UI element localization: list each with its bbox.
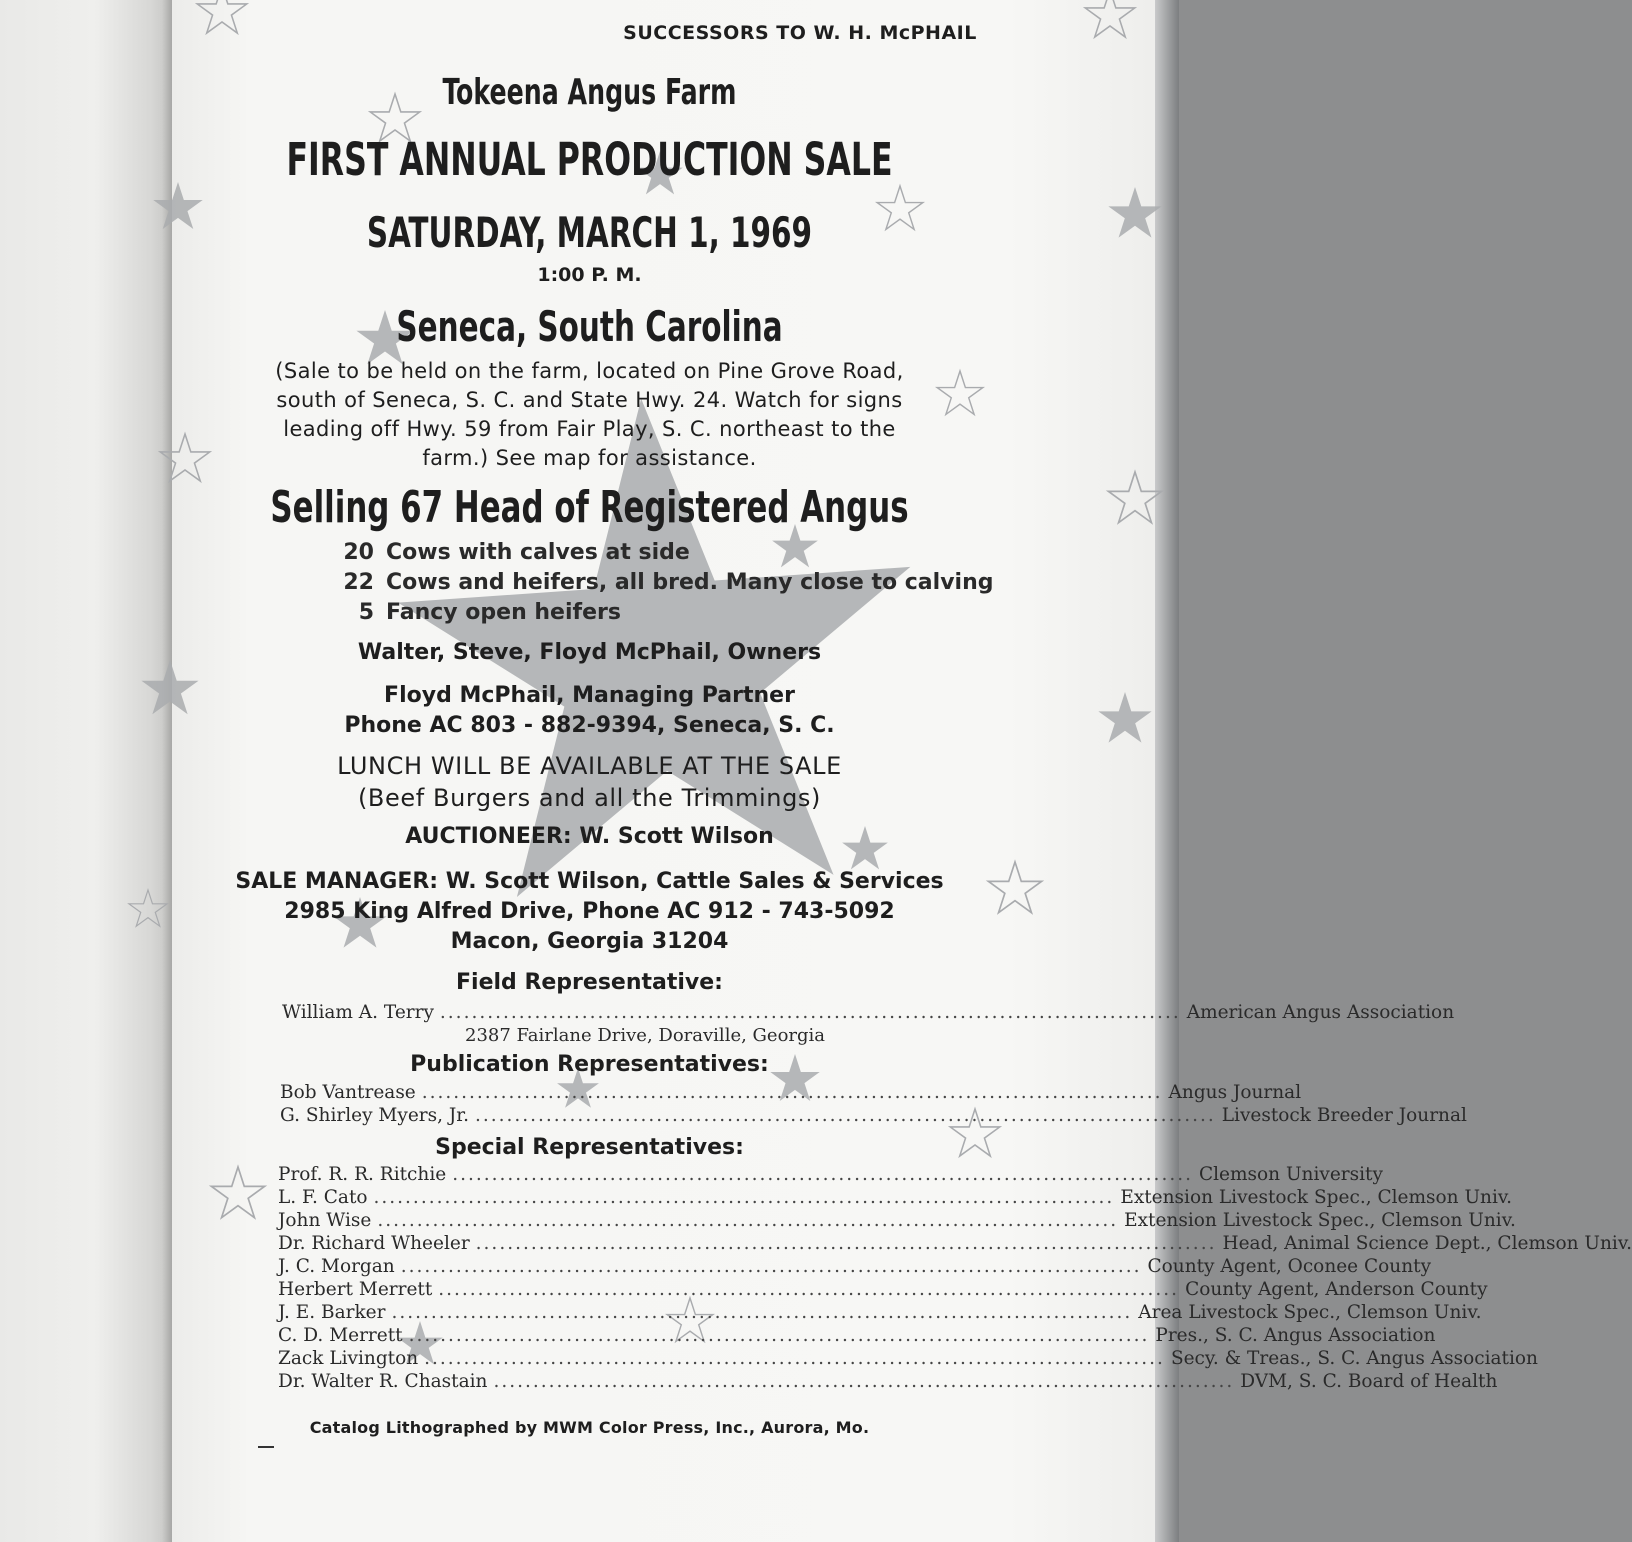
rep-name: Zack Livington [278,1348,419,1369]
rep-title: Angus Journal [1168,1082,1302,1103]
rep-title: DVM, S. C. Board of Health [1240,1371,1498,1392]
farm-name: Tokeena Angus Farm [442,72,737,113]
rep-title: Livestock Breeder Journal [1221,1105,1467,1126]
leader-dots: .............................................................................................. [424,1348,1165,1369]
field-rep-row [282,1002,1455,1023]
rep-name: Bob Vantrease [280,1082,416,1103]
table-row [278,1164,1383,1185]
table-row [278,1302,1482,1323]
directions-line: (Sale to be held on the farm, located on Pine Grove Road, [275,359,904,383]
rep-title: County Agent, Oconee County [1147,1256,1432,1277]
manager-address: 2985 King Alfred Drive, Phone AC 912 - 743-5092 [284,899,895,924]
leader-dots: .............................................................................................. [373,1187,1115,1208]
star-icon [1108,187,1161,238]
rep-name: C. D. Merrett [278,1325,403,1346]
offering-headline: Selling 67 Head of Registered Angus [270,482,909,533]
table-row [278,1325,1436,1346]
print-mark [258,1446,274,1448]
rep-name: J. E. Barker [278,1302,386,1323]
rep-name: Dr. Richard Wheeler [278,1233,470,1254]
list-item [330,568,993,598]
directions-line: south of Seneca, S. C. and State Hwy. 24. Watch for signs [276,388,903,412]
printer-credit: Catalog Lithographed by MWM Color Press, Inc., Aurora, Mo. [309,1418,870,1437]
offering-text: Fancy open heifers [386,600,621,625]
rep-name: L. F. Cato [278,1187,368,1208]
leader-dots: .............................................................................................. [391,1302,1133,1323]
rep-name: G. Shirley Myers, Jr. [280,1105,469,1126]
outline-star-icon [1085,0,1134,37]
table-row [280,1105,1467,1126]
leader-dots: .............................................................................................. [408,1325,1150,1346]
lunch-detail: (Beef Burgers and all the Trimmings) [357,784,822,812]
rep-name: Prof. R. R. Ritchie [278,1164,447,1185]
table-row [278,1279,1488,1300]
rep-name: John Wise [278,1210,372,1231]
leader-dots: .............................................................................................. [475,1233,1217,1254]
rep-title: County Agent, Anderson County [1185,1279,1488,1300]
table-row [278,1210,1516,1231]
rep-title: Clemson University [1198,1164,1383,1185]
offering-list [330,538,993,628]
list-item [330,598,993,628]
leader-dots: .............................................................................................. [439,1002,1181,1023]
leader-dots: .............................................................................................. [377,1210,1119,1231]
rep-title: Pres., S. C. Angus Association [1155,1325,1436,1346]
leader-dots: .............................................................................................. [438,1279,1180,1300]
table-row [280,1082,1302,1103]
table-row [278,1187,1513,1208]
directions-line: leading off Hwy. 59 from Fair Play, S. C. northeast to the [283,417,896,441]
outline-star-icon [197,0,246,33]
manager-city: Macon, Georgia 31204 [450,929,729,954]
offering-count: 5 [358,600,374,625]
publication-rep-heading: Publication Representatives: [410,1052,769,1077]
rep-title: American Angus Association [1186,1002,1455,1023]
rep-title: Extension Livestock Spec., Clemson Univ. [1120,1187,1513,1208]
owners: Walter, Steve, Floyd McPhail, Owners [357,640,822,665]
manager-name: SALE MANAGER: W. Scott Wilson, Cattle Sales & Services [235,869,944,894]
leader-dots: .............................................................................................. [400,1256,1142,1277]
lunch-notice [0,750,1179,814]
leader-dots: .............................................................................................. [493,1371,1235,1392]
directions [0,357,1179,473]
table-row [278,1256,1432,1277]
rep-title: Secy. & Treas., S. C. Angus Association [1170,1348,1538,1369]
sale-date: SATURDAY, MARCH 1, 1969 [366,208,813,257]
directions-line: farm.) See map for assistance. [422,446,757,470]
sale-time: 1:00 P. M. [537,264,642,286]
field-rep-address: 2387 Fairlane Drive, Doraville, Georgia [465,1025,826,1046]
rep-title: Area Livestock Spec., Clemson Univ. [1138,1302,1482,1323]
rep-name: J. C. Morgan [278,1256,395,1277]
table-row [278,1371,1498,1392]
offering-count: 22 [343,570,374,595]
list-item [330,538,993,568]
lunch-heading: LUNCH WILL BE AVAILABLE AT THE SALE [337,752,842,780]
offering-count: 20 [343,540,374,565]
table-row [278,1233,1632,1254]
rep-title: Extension Livestock Spec., Clemson Univ. [1124,1210,1516,1231]
sale-location: Seneca, South Carolina [396,302,783,351]
partner-name: Floyd McPhail, Managing Partner [384,683,795,708]
offering-text: Cows and heifers, all bred. Many close to calving [386,570,994,595]
outline-star-icon [211,1167,264,1218]
rep-name: Dr. Walter R. Chastain [278,1371,488,1392]
rep-name: Herbert Merrett [278,1279,433,1300]
table-row [278,1348,1538,1369]
field-rep-heading: Field Representative: [456,970,723,995]
outline-star-icon [1108,472,1161,523]
auctioneer: AUCTIONEER: W. Scott Wilson [405,824,774,849]
rep-name: William A. Terry [282,1002,434,1023]
rep-title: Head, Animal Science Dept., Clemson Univ. [1222,1233,1632,1254]
leader-dots: .............................................................................................. [452,1164,1193,1185]
partner-phone: Phone AC 803 - 882-9394, Seneca, S. C. [344,713,835,738]
leader-dots: .............................................................................................. [421,1082,1163,1103]
managing-partner [0,681,1179,741]
sale-manager [0,867,1179,957]
successors-line: SUCCESSORS TO W. H. McPHAIL [623,22,977,44]
offering-text: Cows with calves at side [386,540,690,565]
leader-dots: .............................................................................................. [474,1105,1216,1126]
sale-title: FIRST ANNUAL PRODUCTION SALE [286,133,893,186]
special-rep-heading: Special Representatives: [435,1135,744,1160]
